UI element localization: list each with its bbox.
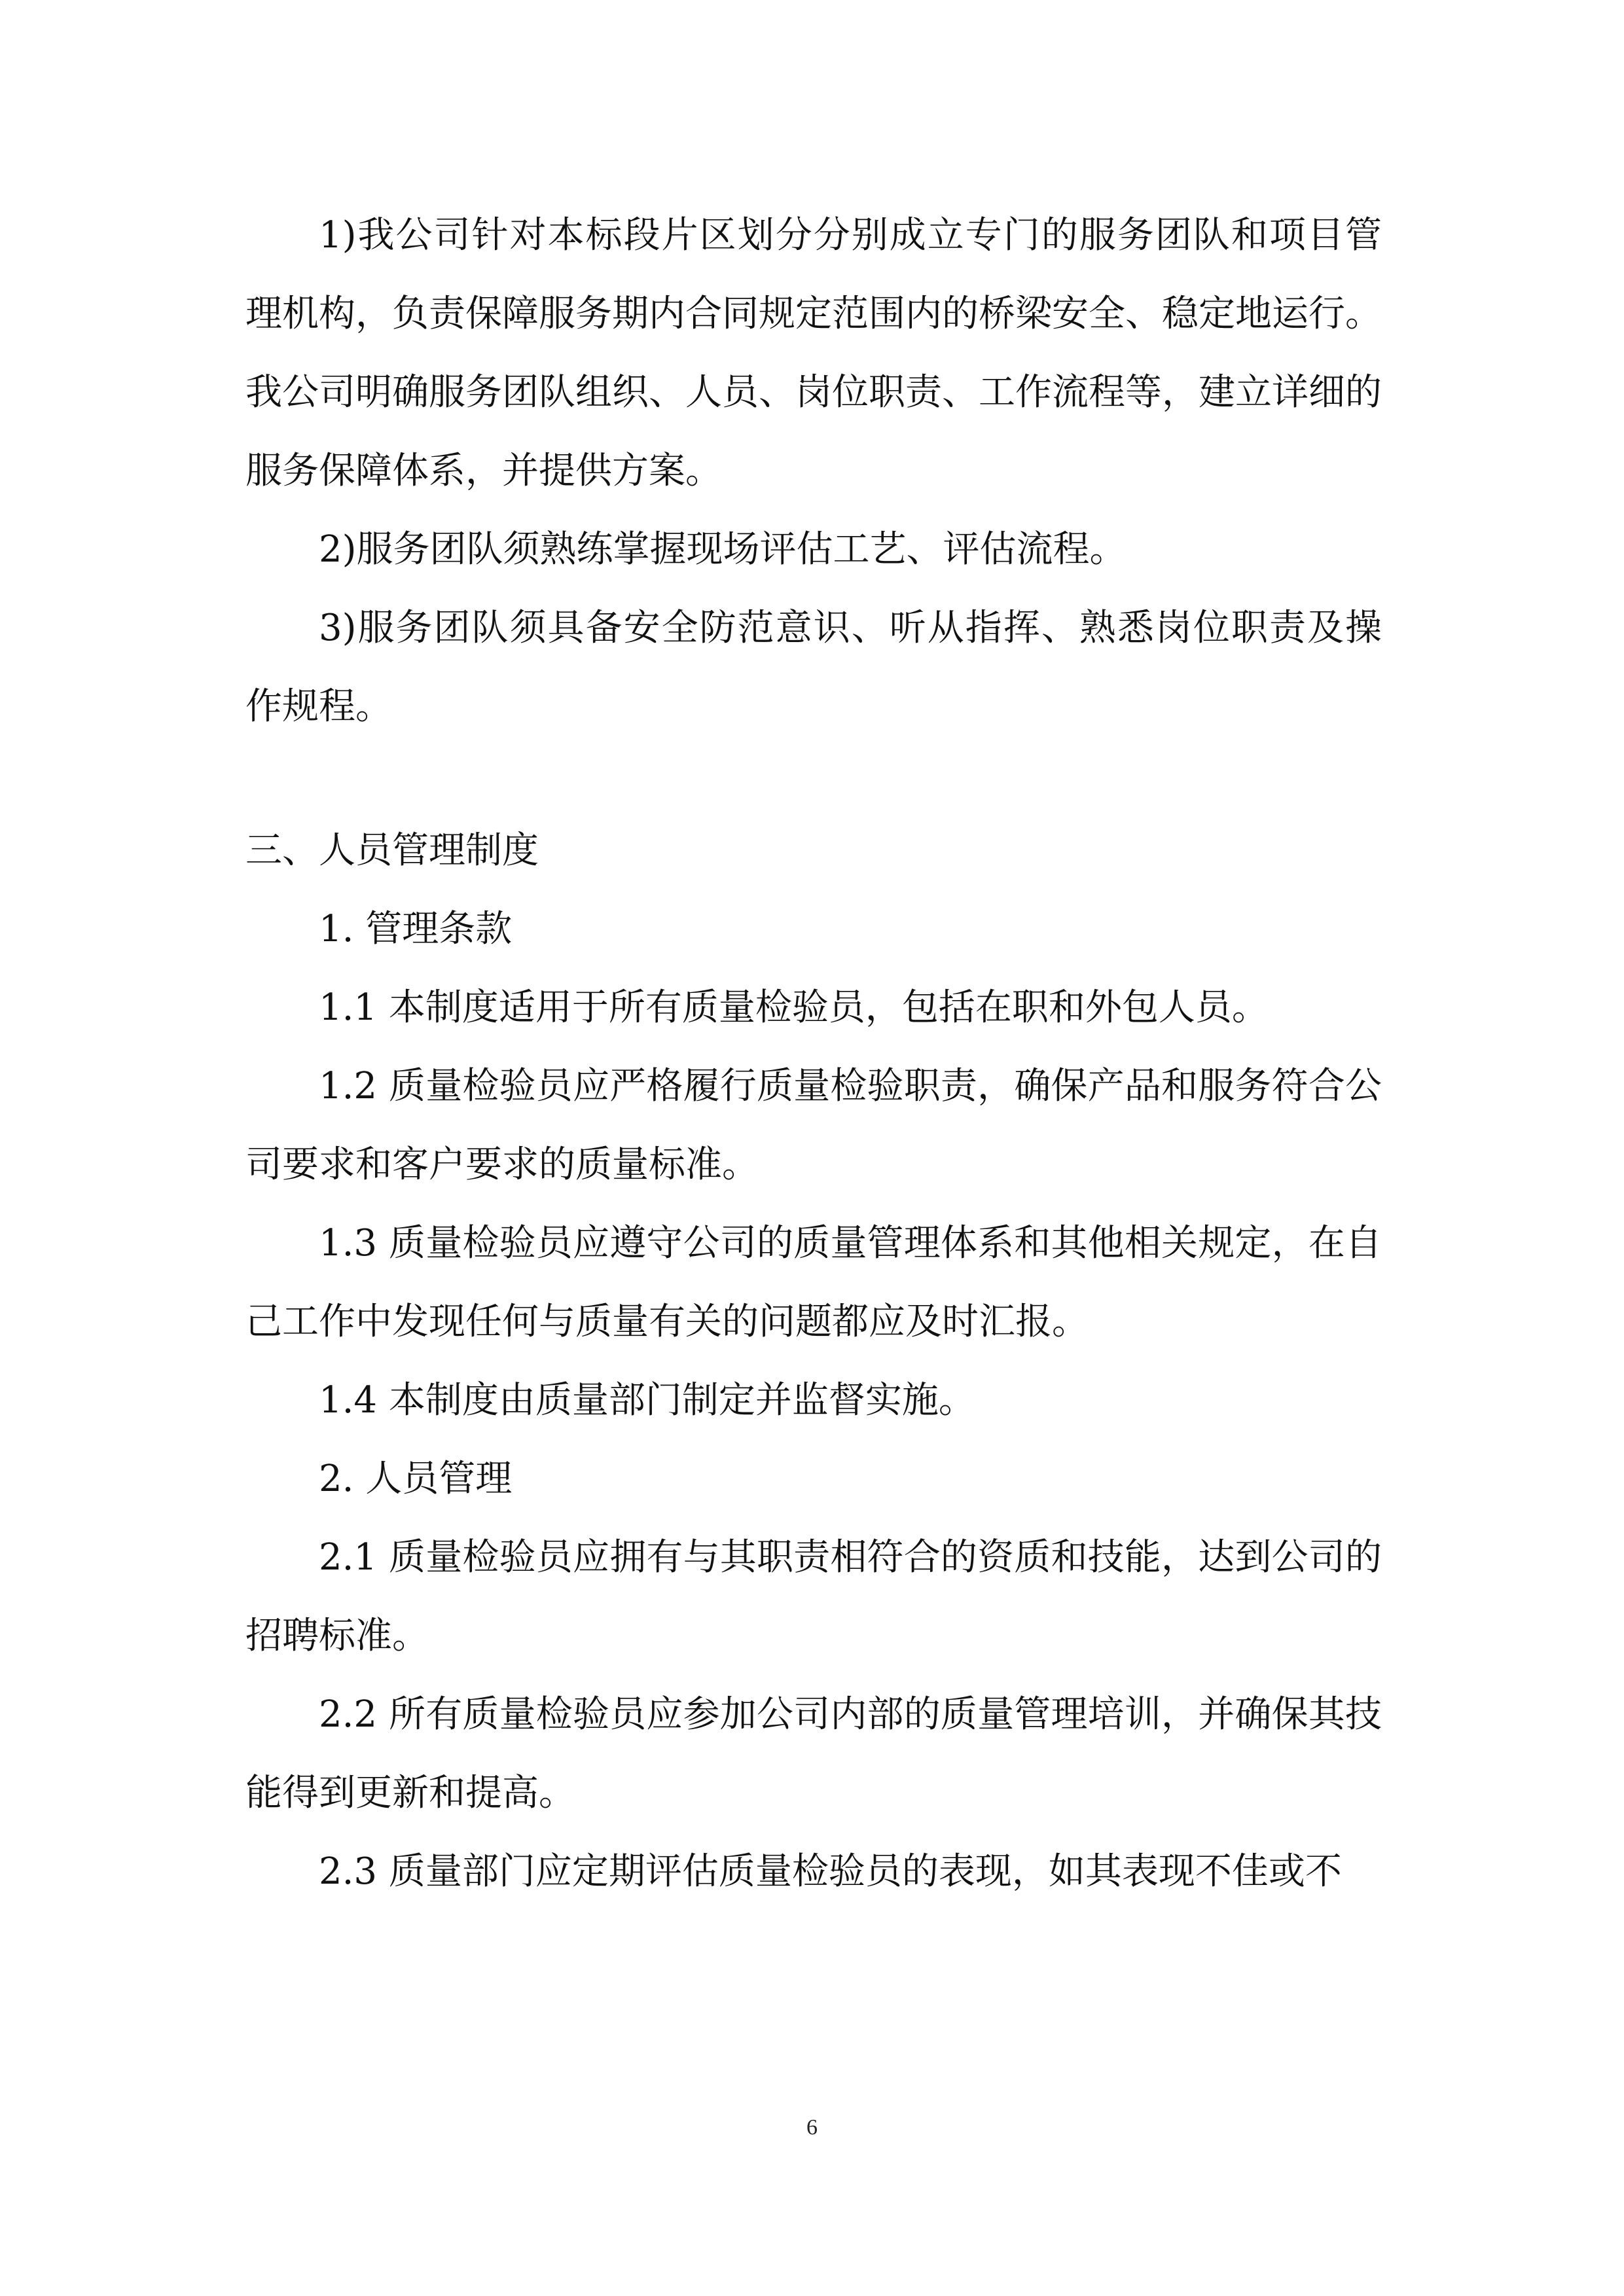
subsection-title-2: 2. 人员管理 [319, 1458, 513, 1500]
clause-1-3: 1.3 质量检验员应遵守公司的质量管理体系和其他相关规定，在自己工作中发现任何与质量有关的问题都应及时汇报。 [245, 1222, 1382, 1343]
clause-1-4: 1.4 本制度由质量部门制定并监督实施。 [319, 1379, 975, 1422]
intro-paragraph-2: 2)服务团队须熟练掌握现场评估工艺、评估流程。 [319, 528, 1127, 571]
clause-2-1: 2.1 质量检验员应拥有与其职责相符合的资质和技能，达到公司的招聘标准。 [245, 1536, 1382, 1657]
clause-2-3: 2.3 质量部门应定期评估质量检验员的表现，如其表现不佳或不 [319, 1850, 1342, 1893]
section-title: 三、人员管理制度 [245, 829, 539, 872]
intro-paragraph-1: 1)我公司针对本标段片区划分分别成立专门的服务团队和项目管理机构，负责保障服务期内合同规定范围内的桥梁安全、稳定地运行。我公司明确服务团队组织、人员、岗位职责、工作流程等，建立详细的服务保障体系，并提供方案。 [245, 214, 1382, 492]
page-number: 6 [806, 2115, 818, 2140]
page-body [245, 196, 1382, 1911]
intro-paragraph-3: 3)服务团队须具备安全防范意识、听从指挥、熟悉岗位职责及操作规程。 [245, 607, 1382, 728]
clause-1-1: 1.1 本制度适用于所有质量检验员，包括在职和外包人员。 [319, 986, 1269, 1029]
subsection-title-1: 1. 管理条款 [319, 908, 513, 950]
clause-1-2: 1.2 质量检验员应严格履行质量检验职责，确保产品和服务符合公司要求和客户要求的质量标准。 [245, 1065, 1382, 1186]
clause-2-2: 2.2 所有质量检验员应参加公司内部的质量管理培训，并确保其技能得到更新和提高。 [245, 1693, 1382, 1814]
section-spacer [245, 746, 1382, 812]
